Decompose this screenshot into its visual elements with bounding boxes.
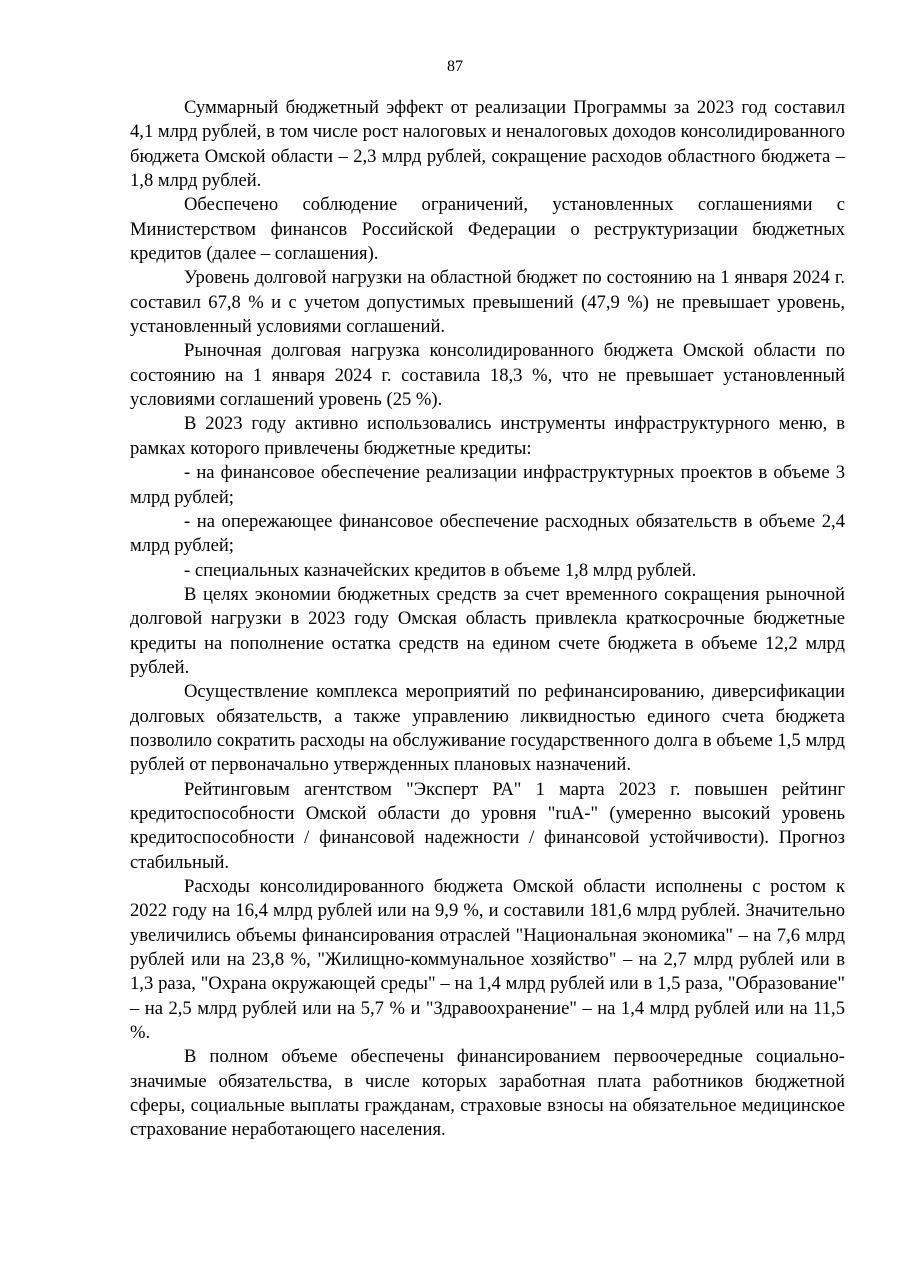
- document-body: [130, 96, 845, 1143]
- paragraph-refinancing: Осуществление комплекса мероприятий по рефинансированию, диверсификации долговых обязательств, а также управлению ликвидностью единого счета бюджета позволило сократить расходы на обслуживание государственного долга в объеме 1,5 млрд рублей от первоначально утвержденных плановых назначений.: [130, 681, 845, 776]
- paragraph-priority-obligations: В полном объеме обеспечены финансированием первоочередные социально-значимые обязательства, в числе которых заработная плата работников бюджетной сферы, социальные выплаты гражданам, страховые взносы на обязательное медицинское страхование неработающего населения.: [130, 1046, 845, 1141]
- paragraph-agreement-compliance: Обеспечено соблюдение ограничений, установленных соглашениями с Министерством финансов Российской Федерации о реструктуризации бюджетных кредитов (далее – соглашения).: [130, 194, 845, 265]
- list-item-advance-financing: - на опережающее финансовое обеспечение расходных обязательств в объеме 2,4 млрд рублей;: [130, 510, 845, 557]
- page-number: 87: [447, 58, 463, 75]
- list-item-treasury-credits: - специальных казначейских кредитов в объеме 1,8 млрд рублей.: [184, 559, 697, 581]
- paragraph-infrastructure-menu: В 2023 году активно использовались инструменты инфраструктурного меню, в рамках которого привлечены бюджетные кредиты:: [130, 413, 845, 459]
- paragraph-market-debt-load: Рыночная долговая нагрузка консолидированного бюджета Омской области по состоянию на 1 января 2024 г. составила 18,3 %, что не превышает установленный условиями соглашений уровень (25 %).: [130, 340, 845, 411]
- paragraph-debt-load-level: Уровень долговой нагрузки на областной бюджет по состоянию на 1 января 2024 г. составил 67,8 % и с учетом допустимых превышений (47,9 %) не превышает уровень, установленный условиями соглашений.: [130, 267, 845, 338]
- paragraph-expenditures: Расходы консолидированного бюджета Омской области исполнены с ростом к 2022 году на 16,4 млрд рублей или на 9,9 %, и составили 181,6 млрд рублей. Значительно увеличились объемы финансирования отраслей "Национальная экономика" – на 7,6 млрд рублей или на 23,8 %, "Жилищно-коммунальное хозяйство" – на 2,7 млрд рублей или в 1,3 раза, "Охрана окружающей среды" – на 1,4 млрд рублей или в 1,5 раза, "Образование" – на 2,5 млрд рублей или на 5,7 % и "Здравоохранение" – на 1,4 млрд рублей или на 11,5 %.: [130, 876, 845, 1044]
- paragraph-credit-rating: Рейтинговым агентством "Эксперт РА" 1 марта 2023 г. повышен рейтинг кредитоспособности Омской области до уровня "ruA-" (умеренно высокий уровень кредитоспособности / финансовой надежности / финансовой устойчивости). Прогноз стабильный.: [130, 778, 845, 873]
- paragraph-budget-effect: Суммарный бюджетный эффект от реализации Программы за 2023 год составил 4,1 млрд рублей, в том числе рост налоговых и неналоговых доходов консолидированного бюджета Омской области – 2,3 млрд рублей, сокращение расходов областного бюджета – 1,8 млрд рублей.: [130, 97, 845, 192]
- list-item-infrastructure-projects: - на финансовое обеспечение реализации инфраструктурных проектов в объеме 3 млрд рублей;: [130, 462, 845, 508]
- paragraph-short-term-credits: В целях экономии бюджетных средств за счет временного сокращения рыночной долговой нагрузки в 2023 году Омская область привлекла краткосрочные бюджетные кредиты на пополнение остатка средств на едином счете бюджета в объеме 12,2 млрд рублей.: [130, 583, 845, 678]
